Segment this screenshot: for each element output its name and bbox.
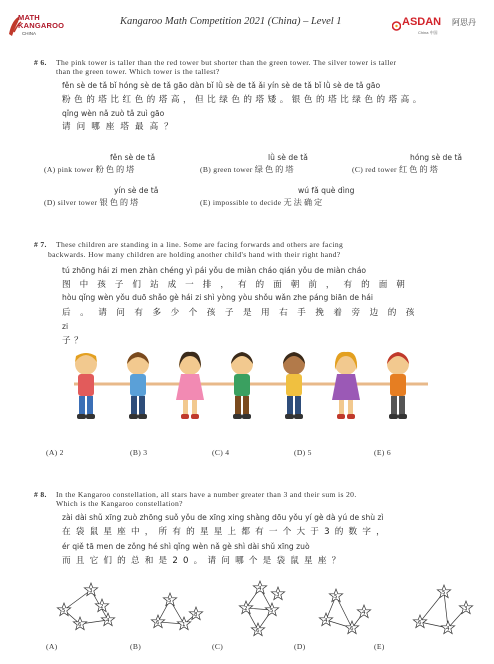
q6-option-b-pinyin: lǜ sè de tǎ	[268, 153, 308, 162]
child-3	[176, 352, 204, 419]
q8-text-line2: Which is the Kangaroo constellation?	[56, 499, 183, 508]
q7-pinyin-line1: tú zhōng hái zi men zhàn chéng yì pái yǒu de miàn cháo qián yǒu de miàn cháo	[62, 266, 367, 275]
option-label: (A)	[46, 448, 58, 457]
star-e-4: 3	[464, 606, 468, 612]
q6-pinyin-line2: qǐng wèn nǎ zuò tǎ zuì gāo	[62, 109, 165, 118]
star-b-2: 6	[156, 620, 160, 626]
asdan-logo-icon	[392, 16, 401, 35]
q6-option-c[interactable]	[352, 164, 440, 175]
asdan-logo-text: ASDAN	[402, 16, 442, 28]
constellation-b	[151, 593, 202, 630]
option-english: impossible to decide	[212, 198, 282, 207]
option-english: pink tower	[57, 165, 94, 174]
star-e-3: 4	[446, 626, 450, 632]
constellation-a	[57, 583, 114, 630]
q7-option-c[interactable]	[212, 448, 229, 457]
star-c-2: 2	[244, 606, 248, 612]
child-2	[127, 352, 149, 419]
option-value: 2	[59, 448, 64, 457]
q6-option-d[interactable]	[44, 197, 140, 208]
q8-pinyin-line1: zài dài shǔ xīng zuò zhōng suǒ yǒu de xīng xing shàng dōu yǒu yí gè dà yú de shù zì	[62, 513, 384, 522]
q7-chinese-line1: 图中孩子们站成一排，有的面朝前，有的面朝	[62, 280, 414, 290]
option-value: 6	[386, 448, 391, 457]
star-d-3: 6	[350, 626, 354, 632]
option-label: (C)	[212, 448, 224, 457]
option-english: silver tower	[57, 198, 98, 207]
q8-option-b[interactable]: (B)	[130, 642, 142, 651]
logo-text-math: MATH	[18, 13, 40, 22]
q7-option-b[interactable]	[130, 448, 147, 457]
logo-text-kangaroo: KANGAROO	[18, 21, 65, 30]
q8-chinese-line1: 在袋鼠星座中，所有的星星上都有一个大于3的数字，	[62, 527, 390, 537]
q8-text-line1: In the Kangaroo constellation, all stars have a number greater than 3 and their sum is 20.	[56, 490, 357, 499]
q8-option-c[interactable]: (C)	[212, 642, 224, 651]
q6-pinyin-line1: fěn sè de tǎ bǐ hóng sè de tǎ gāo dàn bǐ lǜ sè de tǎ ǎi yín sè de tǎ bǐ lǜ sè de tǎ gāo	[62, 81, 381, 90]
option-label: (B)	[130, 448, 142, 457]
q8-pinyin-line2: ér qiě tā men de zǒng hé shì qǐng wèn nǎ gè shì dài shǔ xīng zuò	[62, 542, 310, 551]
option-chinese: 粉色的塔	[95, 164, 137, 174]
q7-chinese-line3: 子？	[62, 336, 87, 346]
star-d-1: 5	[334, 594, 338, 600]
q7-option-d[interactable]	[294, 448, 312, 457]
asdan-subtitle: China 中国	[418, 30, 438, 35]
q8-option-a[interactable]: (A)	[46, 642, 58, 651]
star-e-2: 6	[418, 620, 422, 626]
q6-option-c-pinyin: hóng sè de tǎ	[410, 153, 463, 162]
q8-number: # 8.	[34, 490, 47, 499]
constellation-d	[319, 589, 370, 634]
child-4	[231, 352, 253, 419]
star-d-2: 4	[324, 618, 328, 624]
q6-chinese-line1: 粉色的塔比红色的塔高，但比绿色的塔矮。银色的塔比绿色的塔高。	[62, 95, 425, 105]
q6-text-line1: The pink tower is taller than the red tower but shorter than the green tower. The silver tower is taller	[56, 58, 397, 67]
q6-chinese-line2: 请问哪座塔最高？	[62, 122, 179, 132]
q8-chinese-line2: 而且它们的总和是20。请问哪个是袋鼠星座？	[62, 556, 346, 566]
option-chinese: 无法确定	[283, 197, 325, 207]
constellation-c	[239, 581, 284, 636]
q7-pinyin-line3: zi	[62, 322, 69, 331]
q6-option-d-pinyin: yín sè de tǎ	[114, 186, 159, 195]
star-a-4: 4	[106, 618, 110, 624]
q7-option-e[interactable]	[374, 448, 391, 457]
constellation-e	[413, 585, 472, 634]
star-e-1: 5	[442, 590, 446, 596]
option-label: (D)	[294, 448, 306, 457]
asdan-chinese-name: 阿思丹	[452, 18, 476, 27]
star-c-3: 5	[270, 608, 274, 614]
star-a-3: 6	[78, 622, 82, 628]
q7-option-a[interactable]	[46, 448, 64, 457]
q7-pinyin-line2: hòu qǐng wèn yǒu duō shǎo gè hái zi shì yòng yòu shǒu wǎn zhe páng biān de hái	[62, 293, 373, 302]
star-b-1: 5	[168, 598, 172, 604]
star-b-4: 8	[194, 612, 198, 618]
option-chinese: 银色的塔	[99, 197, 141, 207]
q6-option-e[interactable]	[200, 197, 324, 208]
star-a-5: 2	[100, 604, 104, 610]
option-english: green tower	[213, 165, 253, 174]
option-label: (E)	[374, 448, 385, 457]
page-title: Kangaroo Math Competition 2021 (China) – Level 1	[120, 16, 342, 27]
option-value: 4	[225, 448, 230, 457]
star-a-1: 3	[89, 588, 93, 594]
child-5	[283, 352, 305, 419]
q6-option-a-pinyin: fěn sè de tǎ	[110, 153, 156, 162]
option-label: (A)	[44, 165, 56, 174]
star-b-3: 1	[182, 622, 186, 628]
child-7	[387, 352, 409, 419]
q6-number: # 6.	[34, 58, 47, 67]
q7-text-line1: These children are standing in a line. Some are facing forwards and others are facing	[56, 240, 344, 249]
star-c-5: 3	[276, 592, 280, 598]
q6-option-e-pinyin: wú fǎ què dìng	[298, 186, 355, 195]
child-6	[332, 352, 360, 419]
star-c-1: 4	[258, 586, 262, 592]
logo-text-china: CHINA	[22, 31, 37, 36]
q8-option-d[interactable]: (D)	[294, 642, 306, 651]
constellations-figure	[46, 578, 486, 644]
option-chinese: 红色的塔	[399, 164, 440, 174]
option-label: (D)	[44, 198, 56, 207]
q7-text-line2: backwards. How many children are holding another child's hand with their right hand?	[48, 250, 341, 259]
star-c-4: 6	[256, 628, 260, 634]
q6-option-a[interactable]	[44, 164, 136, 175]
q8-option-e[interactable]: (E)	[374, 642, 385, 651]
q7-chinese-line2: 后。请问有多少个孩子是用右手挽着旁边的孩	[62, 308, 424, 318]
option-value: 3	[143, 448, 148, 457]
children-in-line-illustration	[62, 350, 440, 430]
star-d-4: 4	[362, 610, 366, 616]
option-value: 5	[307, 448, 312, 457]
option-english: red tower	[365, 165, 397, 174]
option-label: (E)	[200, 198, 211, 207]
option-label: (B)	[200, 165, 212, 174]
q7-number: # 7.	[34, 240, 47, 249]
option-label: (C)	[352, 165, 364, 174]
option-chinese: 绿色的塔	[254, 164, 296, 174]
q6-option-b[interactable]	[200, 164, 296, 175]
q6-text-line2: than the green tower. Which tower is the tallest?	[56, 67, 220, 76]
child-1	[75, 353, 97, 419]
star-a-2: 5	[62, 608, 66, 614]
